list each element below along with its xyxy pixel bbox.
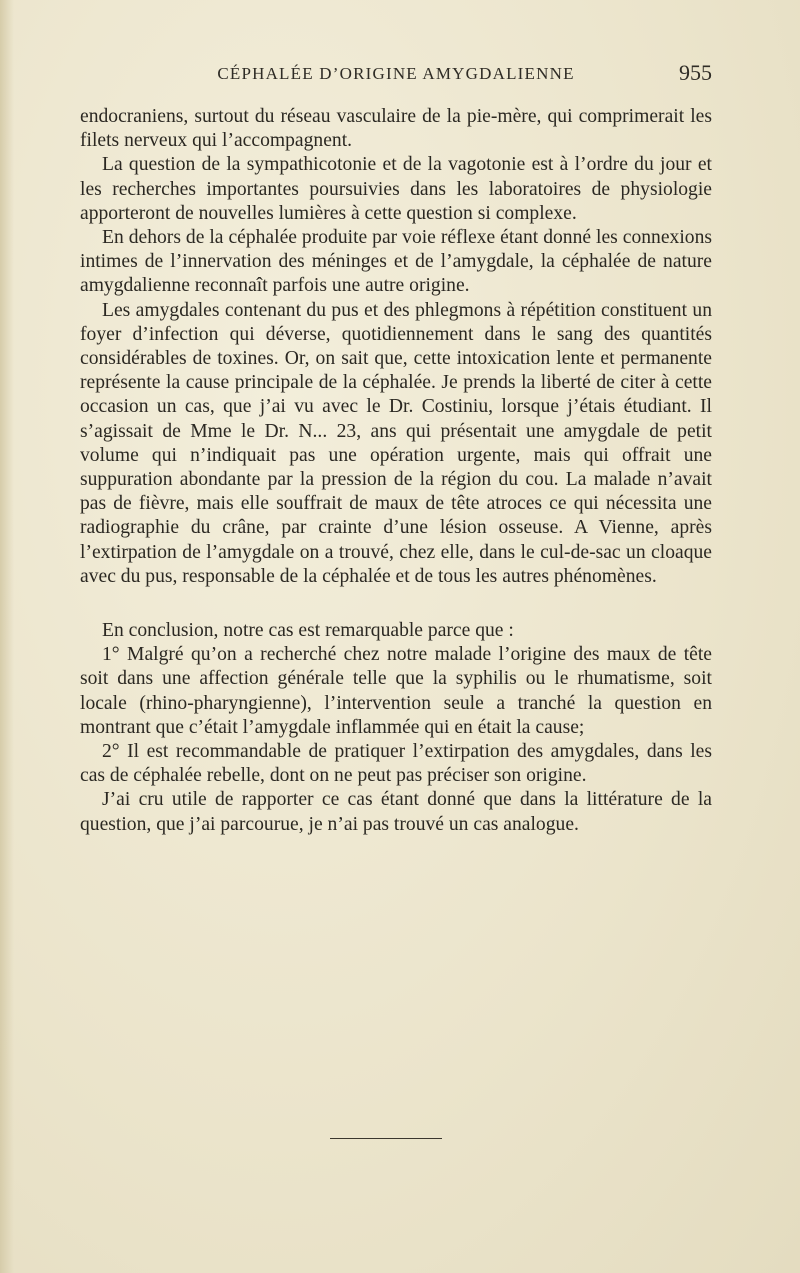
paragraph-sympathicotonie: La question de la sympathicotonie et de la vagotonie est à l’ordre du jour et les recherches importantes poursuivies dans les laboratoires de physiologie apporteront de nouvelles lumières à cette question si complexe. xyxy=(80,154,712,224)
running-title: CÉPHALÉE D’ORIGINE AMYGDALIENNE xyxy=(217,64,575,83)
paragraph-case-report: Les amygdales contenant du pus et des phlegmons à répétition constituent un foyer d’infection qui déverse, quotidiennement dans le sang des quantités considérables de toxines. Or, on sait que, cette intoxication lente et permanente représente la cause principale de la céphalée. Je prends la liberté de citer à cette occasion un cas, que j’ai vu avec le Dr. Costiniu, lorsque j’étais étudiant. Il s’agissait de Mme le Dr. N... 23, ans qui présentait une amygdale de petit volume qui n’indiquait pas une opération urgente, mais qui offrait une suppuration abondante par la pression de la région du cou. La malade n’avait pas de fièvre, mais elle souffrait de maux de tête atroces ce qui nécessita une radiographie du crâne, par crainte d’une lésion osseuse. A Vienne, après l’extirpation de l’amygdale on a trouvé, chez elle, dans le cul-de-sac un cloaque avec du pus, responsable de la céphalée et de tous les autres phénomènes. xyxy=(80,299,712,587)
body-text xyxy=(80,105,712,837)
paragraph-conclusion-point-2: 2° Il est recommandable de pratiquer l’extirpation des amygdales, dans les cas de céphalée rebelle, dont on ne peut pas préciser son origine. xyxy=(80,741,712,787)
paragraph-conclusion-intro: En conclusion, notre cas est remarquable parce que : xyxy=(102,620,514,642)
paragraph-conclusion-point-1: 1° Malgré qu’on a recherché chez notre malade l’origine des maux de tête soit dans une affection générale telle que la syphilis ou le rhumatisme, soit locale (rhino-pharyngienne), l’intervention seule a tranché la question en montrant que c’était l’amygdale inflammée qui en était la cause; xyxy=(80,644,712,738)
paragraph-continuation: endocraniens, surtout du réseau vasculaire de la pie-mère, qui comprimerait les filets nerveux qui l’accompagnent. xyxy=(80,106,712,152)
paragraph-closing-remark: J’ai cru utile de rapporter ce cas étant donné que dans la littérature de la question, que j’ai parcourue, je n’ai pas trouvé un cas analogue. xyxy=(80,789,712,835)
page-header xyxy=(80,60,712,90)
page-number: 955 xyxy=(679,60,712,85)
paragraph-reflex-origin: En dehors de la céphalée produite par voie réflexe étant donné les connexions intimes de l’innervation des méninges et de l’amygdale, la céphalée de nature amygdalienne reconnaît parfois une autre origine. xyxy=(80,227,712,297)
end-rule xyxy=(330,1138,442,1139)
